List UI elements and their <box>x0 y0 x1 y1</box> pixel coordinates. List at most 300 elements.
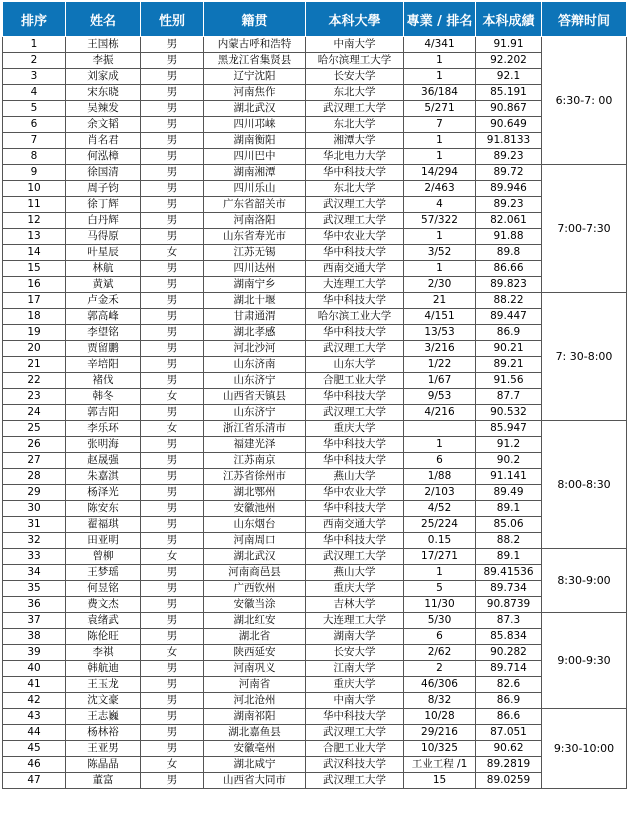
score-cell: 92.202 <box>476 53 542 69</box>
major-rank-cell: 5/271 <box>404 101 476 117</box>
hometown-cell: 湖北嘉鱼县 <box>204 725 306 741</box>
major-rank-cell: 1 <box>404 133 476 149</box>
gender-cell: 女 <box>141 389 204 405</box>
table-row <box>3 677 627 693</box>
name-cell: 郭吉阳 <box>66 405 141 421</box>
name-cell: 韩航迪 <box>66 661 141 677</box>
rank-cell: 4 <box>3 85 66 101</box>
score-cell: 90.62 <box>476 741 542 757</box>
university-cell: 武汉理工大学 <box>306 101 404 117</box>
table-row <box>3 325 627 341</box>
major-rank-cell: 6 <box>404 453 476 469</box>
score-cell: 90.8739 <box>476 597 542 613</box>
university-cell: 重庆大学 <box>306 677 404 693</box>
name-cell: 翟福琪 <box>66 517 141 533</box>
score-cell: 89.49 <box>476 485 542 501</box>
gender-cell: 男 <box>141 197 204 213</box>
table-row <box>3 485 627 501</box>
score-cell: 85.191 <box>476 85 542 101</box>
name-cell: 韩冬 <box>66 389 141 405</box>
university-cell: 合肥工业大学 <box>306 741 404 757</box>
rank-cell: 32 <box>3 533 66 549</box>
university-cell: 湖南大学 <box>306 629 404 645</box>
hometown-cell: 甘肃通渭 <box>204 309 306 325</box>
hometown-cell: 福建光泽 <box>204 437 306 453</box>
hometown-cell: 广东省韶关市 <box>204 197 306 213</box>
university-cell: 长安大学 <box>306 645 404 661</box>
major-rank-cell: 1 <box>404 149 476 165</box>
table-row <box>3 373 627 389</box>
gender-cell: 女 <box>141 757 204 773</box>
hometown-cell: 四川达州 <box>204 261 306 277</box>
gender-cell: 男 <box>141 773 204 789</box>
rank-cell: 14 <box>3 245 66 261</box>
table-row <box>3 245 627 261</box>
major-rank-cell: 1/67 <box>404 373 476 389</box>
rank-cell: 44 <box>3 725 66 741</box>
university-cell: 东北大学 <box>306 181 404 197</box>
major-rank-cell: 21 <box>404 293 476 309</box>
rank-cell: 35 <box>3 581 66 597</box>
table-row <box>3 645 627 661</box>
name-cell: 余文韬 <box>66 117 141 133</box>
gender-cell: 男 <box>141 565 204 581</box>
gender-cell: 男 <box>141 325 204 341</box>
major-rank-cell: 36/184 <box>404 85 476 101</box>
score-cell: 87.7 <box>476 389 542 405</box>
name-cell: 朱嘉淇 <box>66 469 141 485</box>
rank-cell: 9 <box>3 165 66 181</box>
university-cell: 合肥工业大学 <box>306 373 404 389</box>
university-cell: 东北大学 <box>306 117 404 133</box>
score-cell: 89.0259 <box>476 773 542 789</box>
name-cell: 陈晶晶 <box>66 757 141 773</box>
hometown-cell: 辽宁沈阳 <box>204 69 306 85</box>
university-cell: 江南大学 <box>306 661 404 677</box>
name-cell: 王梦瑶 <box>66 565 141 581</box>
major-rank-cell: 17/271 <box>404 549 476 565</box>
name-cell: 曾柳 <box>66 549 141 565</box>
hometown-cell: 浙江省乐清市 <box>204 421 306 437</box>
rank-cell: 31 <box>3 517 66 533</box>
hometown-cell: 河南巩义 <box>204 661 306 677</box>
score-cell: 89.23 <box>476 197 542 213</box>
gender-cell: 男 <box>141 741 204 757</box>
rank-cell: 36 <box>3 597 66 613</box>
name-cell: 王亚男 <box>66 741 141 757</box>
gender-cell: 男 <box>141 501 204 517</box>
name-cell: 贾留鹏 <box>66 341 141 357</box>
score-cell: 85.947 <box>476 421 542 437</box>
university-cell: 武汉理工大学 <box>306 341 404 357</box>
hometown-cell: 湖北孝感 <box>204 325 306 341</box>
table-row <box>3 421 627 437</box>
table-row <box>3 117 627 133</box>
defense-time-slot: 9:00-9:30 <box>542 613 627 709</box>
name-cell: 李振 <box>66 53 141 69</box>
name-cell: 马得原 <box>66 229 141 245</box>
table-row <box>3 229 627 245</box>
hometown-cell: 江苏南京 <box>204 453 306 469</box>
university-cell: 大连理工大学 <box>306 613 404 629</box>
name-cell: 褚伐 <box>66 373 141 389</box>
major-rank-cell: 2/463 <box>404 181 476 197</box>
gender-cell: 男 <box>141 133 204 149</box>
table-row <box>3 293 627 309</box>
rank-cell: 24 <box>3 405 66 421</box>
gender-cell: 男 <box>141 261 204 277</box>
name-cell: 袁绪武 <box>66 613 141 629</box>
hometown-cell: 内蒙古呼和浩特 <box>204 37 306 53</box>
hometown-cell: 湖北红安 <box>204 613 306 629</box>
hometown-cell: 河南焦作 <box>204 85 306 101</box>
table-row <box>3 277 627 293</box>
rank-cell: 3 <box>3 69 66 85</box>
defense-time-slot: 8:30-9:00 <box>542 549 627 613</box>
hometown-cell: 安徽当涂 <box>204 597 306 613</box>
score-cell: 87.051 <box>476 725 542 741</box>
rank-cell: 11 <box>3 197 66 213</box>
rank-cell: 23 <box>3 389 66 405</box>
gender-cell: 男 <box>141 165 204 181</box>
table-row <box>3 517 627 533</box>
table-row <box>3 741 627 757</box>
university-cell: 华中科技大学 <box>306 437 404 453</box>
score-cell: 90.649 <box>476 117 542 133</box>
header-score: 本科成績 <box>476 2 542 37</box>
hometown-cell: 山东济宁 <box>204 373 306 389</box>
rank-cell: 17 <box>3 293 66 309</box>
header-major-rank: 專業 / 排名 <box>404 2 476 37</box>
university-cell: 东北大学 <box>306 85 404 101</box>
score-cell: 89.946 <box>476 181 542 197</box>
major-rank-cell: 工业工程 /1 <box>404 757 476 773</box>
university-cell: 华中科技大学 <box>306 245 404 261</box>
gender-cell: 男 <box>141 693 204 709</box>
rank-cell: 21 <box>3 357 66 373</box>
name-cell: 林航 <box>66 261 141 277</box>
rank-cell: 37 <box>3 613 66 629</box>
score-cell: 89.8 <box>476 245 542 261</box>
major-rank-cell: 11/30 <box>404 597 476 613</box>
name-cell: 杨泽光 <box>66 485 141 501</box>
gender-cell: 男 <box>141 485 204 501</box>
rank-cell: 19 <box>3 325 66 341</box>
university-cell: 哈尔滨工业大学 <box>306 309 404 325</box>
table-row <box>3 501 627 517</box>
table-row <box>3 389 627 405</box>
table-row <box>3 133 627 149</box>
rank-cell: 34 <box>3 565 66 581</box>
major-rank-cell: 2/62 <box>404 645 476 661</box>
name-cell: 吴辣发 <box>66 101 141 117</box>
gender-cell: 男 <box>141 85 204 101</box>
major-rank-cell: 6 <box>404 629 476 645</box>
university-cell: 湘潭大学 <box>306 133 404 149</box>
gender-cell: 男 <box>141 725 204 741</box>
hometown-cell: 湖南宁乡 <box>204 277 306 293</box>
major-rank-cell: 15 <box>404 773 476 789</box>
gender-cell: 男 <box>141 437 204 453</box>
university-cell: 重庆大学 <box>306 581 404 597</box>
rank-cell: 6 <box>3 117 66 133</box>
defense-time-slot: 7:00-7:30 <box>542 165 627 293</box>
name-cell: 陈伦旺 <box>66 629 141 645</box>
major-rank-cell: 10/28 <box>404 709 476 725</box>
score-cell: 89.734 <box>476 581 542 597</box>
name-cell: 王国栋 <box>66 37 141 53</box>
rank-cell: 10 <box>3 181 66 197</box>
header-university: 本科大學 <box>306 2 404 37</box>
major-rank-cell: 2/30 <box>404 277 476 293</box>
name-cell: 赵晟强 <box>66 453 141 469</box>
table-row <box>3 629 627 645</box>
university-cell: 武汉理工大学 <box>306 405 404 421</box>
score-cell: 90.532 <box>476 405 542 421</box>
name-cell: 田亚明 <box>66 533 141 549</box>
name-cell: 李望铭 <box>66 325 141 341</box>
university-cell: 哈尔滨理工大学 <box>306 53 404 69</box>
name-cell: 董富 <box>66 773 141 789</box>
name-cell: 卢金禾 <box>66 293 141 309</box>
table-row <box>3 773 627 789</box>
score-cell: 82.061 <box>476 213 542 229</box>
gender-cell: 男 <box>141 69 204 85</box>
major-rank-cell: 5/30 <box>404 613 476 629</box>
gender-cell: 男 <box>141 341 204 357</box>
score-cell: 89.21 <box>476 357 542 373</box>
rank-cell: 16 <box>3 277 66 293</box>
name-cell: 肖名君 <box>66 133 141 149</box>
score-cell: 89.1 <box>476 549 542 565</box>
hometown-cell: 河南商邑县 <box>204 565 306 581</box>
score-cell: 91.2 <box>476 437 542 453</box>
header-name: 姓名 <box>66 2 141 37</box>
major-rank-cell: 14/294 <box>404 165 476 181</box>
hometown-cell: 湖北省 <box>204 629 306 645</box>
hometown-cell: 湖北武汉 <box>204 549 306 565</box>
gender-cell: 男 <box>141 373 204 389</box>
table-row <box>3 581 627 597</box>
gender-cell: 男 <box>141 213 204 229</box>
university-cell: 华北电力大学 <box>306 149 404 165</box>
gender-cell: 男 <box>141 357 204 373</box>
score-cell: 91.141 <box>476 469 542 485</box>
major-rank-cell: 1 <box>404 69 476 85</box>
gender-cell: 女 <box>141 549 204 565</box>
hometown-cell: 山东省寿光市 <box>204 229 306 245</box>
name-cell: 宋东晓 <box>66 85 141 101</box>
major-rank-cell: 1/22 <box>404 357 476 373</box>
score-cell: 89.72 <box>476 165 542 181</box>
score-cell: 86.6 <box>476 709 542 725</box>
table-row <box>3 453 627 469</box>
table-row <box>3 309 627 325</box>
table-row <box>3 213 627 229</box>
table-row <box>3 197 627 213</box>
table-row <box>3 597 627 613</box>
rank-cell: 1 <box>3 37 66 53</box>
defense-time-slot: 7: 30-8:00 <box>542 293 627 421</box>
rank-cell: 38 <box>3 629 66 645</box>
major-rank-cell: 29/216 <box>404 725 476 741</box>
header-gender: 性别 <box>141 2 204 37</box>
score-cell: 89.447 <box>476 309 542 325</box>
gender-cell: 女 <box>141 645 204 661</box>
major-rank-cell: 3/52 <box>404 245 476 261</box>
name-cell: 李祺 <box>66 645 141 661</box>
score-cell: 88.2 <box>476 533 542 549</box>
hometown-cell: 黑龙江省集贤县 <box>204 53 306 69</box>
table-row <box>3 165 627 181</box>
gender-cell: 男 <box>141 533 204 549</box>
gender-cell: 男 <box>141 661 204 677</box>
gender-cell: 男 <box>141 453 204 469</box>
university-cell: 华中科技大学 <box>306 533 404 549</box>
gender-cell: 男 <box>141 581 204 597</box>
rank-cell: 33 <box>3 549 66 565</box>
hometown-cell: 广西钦州 <box>204 581 306 597</box>
rank-cell: 5 <box>3 101 66 117</box>
major-rank-cell: 9/53 <box>404 389 476 405</box>
score-cell: 89.41536 <box>476 565 542 581</box>
university-cell: 华中科技大学 <box>306 501 404 517</box>
major-rank-cell: 2 <box>404 661 476 677</box>
name-cell: 李乐环 <box>66 421 141 437</box>
name-cell: 陈安东 <box>66 501 141 517</box>
score-cell: 90.2 <box>476 453 542 469</box>
rank-cell: 22 <box>3 373 66 389</box>
name-cell: 杨林裕 <box>66 725 141 741</box>
table-row <box>3 725 627 741</box>
gender-cell: 男 <box>141 629 204 645</box>
hometown-cell: 安徽亳州 <box>204 741 306 757</box>
university-cell: 华中农业大学 <box>306 229 404 245</box>
rank-cell: 26 <box>3 437 66 453</box>
major-rank-cell: 4/216 <box>404 405 476 421</box>
university-cell: 大连理工大学 <box>306 277 404 293</box>
university-cell: 山东大学 <box>306 357 404 373</box>
major-rank-cell: 4/52 <box>404 501 476 517</box>
hometown-cell: 山西省大同市 <box>204 773 306 789</box>
university-cell: 武汉理工大学 <box>306 213 404 229</box>
name-cell: 王玉龙 <box>66 677 141 693</box>
major-rank-cell: 1 <box>404 229 476 245</box>
defense-schedule-table <box>2 1 627 789</box>
gender-cell: 男 <box>141 229 204 245</box>
university-cell: 华中科技大学 <box>306 165 404 181</box>
table-row <box>3 53 627 69</box>
hometown-cell: 山东烟台 <box>204 517 306 533</box>
major-rank-cell: 0.15 <box>404 533 476 549</box>
university-cell: 西南交通大学 <box>306 261 404 277</box>
table-body <box>3 37 627 789</box>
score-cell: 90.282 <box>476 645 542 661</box>
hometown-cell: 陕西延安 <box>204 645 306 661</box>
major-rank-cell: 2/103 <box>404 485 476 501</box>
gender-cell: 男 <box>141 469 204 485</box>
score-cell: 91.56 <box>476 373 542 389</box>
table-row <box>3 693 627 709</box>
university-cell: 吉林大学 <box>306 597 404 613</box>
rank-cell: 39 <box>3 645 66 661</box>
table-row <box>3 549 627 565</box>
score-cell: 89.1 <box>476 501 542 517</box>
major-rank-cell: 13/53 <box>404 325 476 341</box>
university-cell: 西南交通大学 <box>306 517 404 533</box>
score-cell: 91.8133 <box>476 133 542 149</box>
rank-cell: 30 <box>3 501 66 517</box>
rank-cell: 25 <box>3 421 66 437</box>
hometown-cell: 河南周口 <box>204 533 306 549</box>
header-rank: 排序 <box>3 2 66 37</box>
table-row <box>3 341 627 357</box>
hometown-cell: 山东济宁 <box>204 405 306 421</box>
hometown-cell: 河北沙河 <box>204 341 306 357</box>
table-row <box>3 405 627 421</box>
university-cell: 中南大学 <box>306 693 404 709</box>
gender-cell: 男 <box>141 101 204 117</box>
table-row <box>3 149 627 165</box>
score-cell: 92.1 <box>476 69 542 85</box>
table-row <box>3 533 627 549</box>
hometown-cell: 山东济南 <box>204 357 306 373</box>
major-rank-cell: 1 <box>404 53 476 69</box>
score-cell: 86.9 <box>476 325 542 341</box>
table-row <box>3 565 627 581</box>
major-rank-cell: 8/32 <box>404 693 476 709</box>
university-cell: 燕山大学 <box>306 469 404 485</box>
name-cell: 徐国清 <box>66 165 141 181</box>
table-row <box>3 101 627 117</box>
table-row <box>3 757 627 773</box>
rank-cell: 18 <box>3 309 66 325</box>
gender-cell: 女 <box>141 421 204 437</box>
header-defense-time: 答辩时间 <box>542 2 627 37</box>
major-rank-cell: 46/306 <box>404 677 476 693</box>
university-cell: 华中科技大学 <box>306 453 404 469</box>
table-row <box>3 37 627 53</box>
table-row <box>3 709 627 725</box>
rank-cell: 29 <box>3 485 66 501</box>
score-cell: 87.3 <box>476 613 542 629</box>
rank-cell: 20 <box>3 341 66 357</box>
hometown-cell: 河南洛阳 <box>204 213 306 229</box>
hometown-cell: 湖北十堰 <box>204 293 306 309</box>
table-row <box>3 357 627 373</box>
name-cell: 刘家成 <box>66 69 141 85</box>
major-rank-cell <box>404 421 476 437</box>
name-cell: 黄斌 <box>66 277 141 293</box>
name-cell: 沈文豪 <box>66 693 141 709</box>
university-cell: 华中农业大学 <box>306 485 404 501</box>
score-cell: 86.9 <box>476 693 542 709</box>
name-cell: 王志巍 <box>66 709 141 725</box>
rank-cell: 7 <box>3 133 66 149</box>
rank-cell: 43 <box>3 709 66 725</box>
score-cell: 90.21 <box>476 341 542 357</box>
major-rank-cell: 25/224 <box>404 517 476 533</box>
gender-cell: 男 <box>141 597 204 613</box>
hometown-cell: 湖南祁阳 <box>204 709 306 725</box>
score-cell: 88.22 <box>476 293 542 309</box>
rank-cell: 28 <box>3 469 66 485</box>
gender-cell: 男 <box>141 613 204 629</box>
gender-cell: 女 <box>141 245 204 261</box>
defense-time-slot: 6:30-7: 00 <box>542 37 627 165</box>
score-cell: 89.23 <box>476 149 542 165</box>
major-rank-cell: 1 <box>404 261 476 277</box>
